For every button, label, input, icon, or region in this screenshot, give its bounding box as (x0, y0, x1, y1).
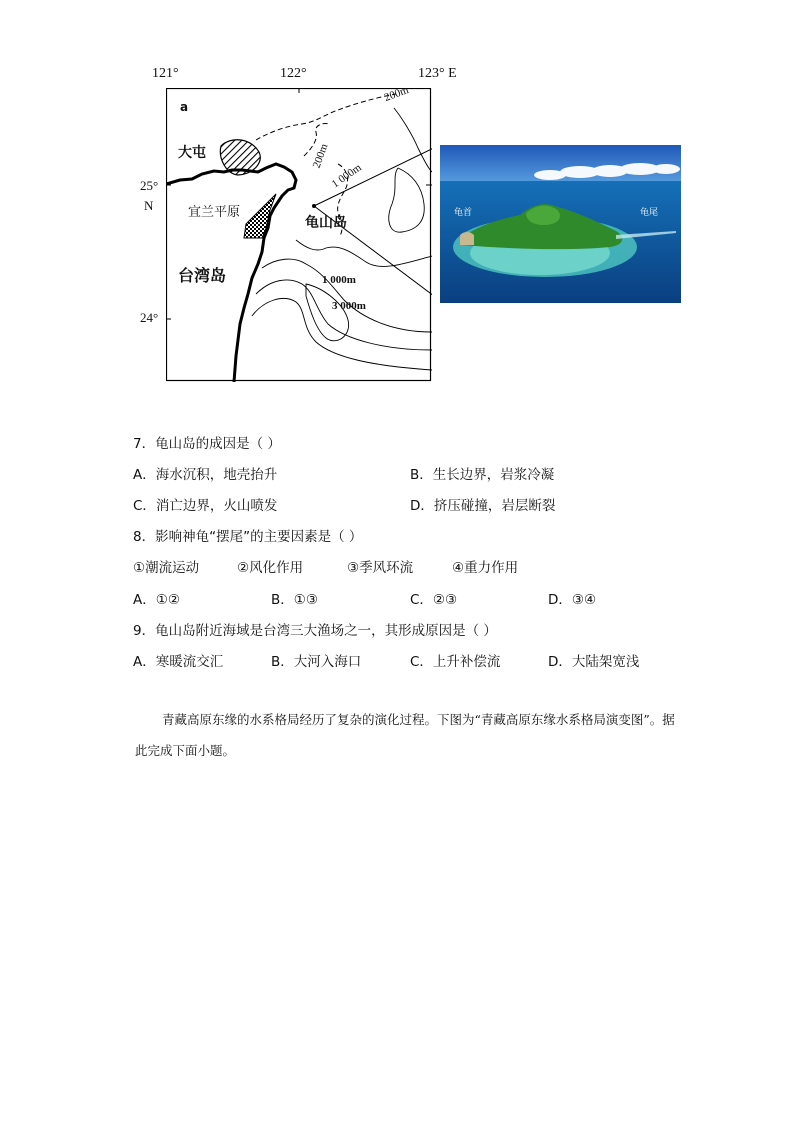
lon-label-122: 122° (280, 66, 307, 81)
lat-label-25: 25° (140, 178, 159, 193)
question-7-option-b: B．生长边界，岩浆冷凝 (410, 467, 555, 483)
label-datun: 大屯 (178, 145, 206, 161)
island-photo-drawing (440, 145, 681, 303)
question-9-stem: 9．龟山岛附近海域是台湾三大渔场之一，其形成原因是（ ） (133, 623, 497, 639)
question-8-option-a: A．①② (133, 592, 180, 608)
label-yilan-plain: 宜兰平原 (188, 205, 241, 220)
question-8-item-1: ①潮流运动 (133, 560, 200, 576)
question-8-item-3: ③季风环流 (347, 560, 414, 576)
depth-label-200m-b: 200m (310, 142, 331, 170)
question-8-option-c: C．②③ (410, 592, 458, 608)
lon-label-121: 121° (152, 66, 179, 81)
depth-label-1000m-b: 1 000m (322, 274, 356, 286)
question-9-option-b: B．大河入海口 (271, 654, 362, 670)
question-7-option-a: A．海水沉积，地壳抬升 (133, 467, 278, 483)
question-7-option-d: D．挤压碰撞，岩层断裂 (410, 498, 556, 514)
guishan-island-photo (440, 145, 681, 303)
question-9-option-a: A．寒暖流交汇 (133, 654, 224, 670)
question-8-option-b: B．①③ (271, 592, 318, 608)
question-8-item-4: ④重力作用 (452, 560, 519, 576)
lon-label-123: 123° E (418, 66, 457, 81)
depth-label-200m-a: 200m (382, 84, 411, 104)
depth-label-3000m: 3 000m (332, 300, 366, 312)
map-figure (140, 62, 460, 387)
label-turtle-head: 龟首 (454, 208, 473, 218)
map-drawing (166, 88, 432, 382)
question-7-stem: 7．龟山岛的成因是（ ） (133, 436, 281, 452)
question-8-item-2: ②风化作用 (237, 560, 304, 576)
question-9-option-c: C．上升补偿流 (410, 654, 501, 670)
question-8-option-d: D．③④ (548, 592, 597, 608)
lat-label-24: 24° (140, 310, 159, 325)
question-9-option-d: D．大陆架宽浅 (548, 654, 640, 670)
label-guishan-island: 龟山岛 (305, 215, 347, 231)
panel-label: a (180, 100, 189, 114)
passage-intro: 青藏高原东缘的水系格局经历了复杂的演化过程。下图为“青藏高原东缘水系格局演变图”。据此完成下面小题。 (135, 712, 675, 758)
depth-label-1000m-a: 1 000m (329, 161, 364, 191)
question-7-option-c: C．消亡边界，火山喷发 (133, 498, 278, 514)
label-taiwan-island: 台湾岛 (178, 266, 227, 285)
lat-label-n: N (144, 198, 154, 213)
question-8-stem: 8．影响神龟“摆尾”的主要因素是（ ） (133, 529, 363, 545)
label-turtle-tail: 龟尾 (640, 208, 659, 218)
